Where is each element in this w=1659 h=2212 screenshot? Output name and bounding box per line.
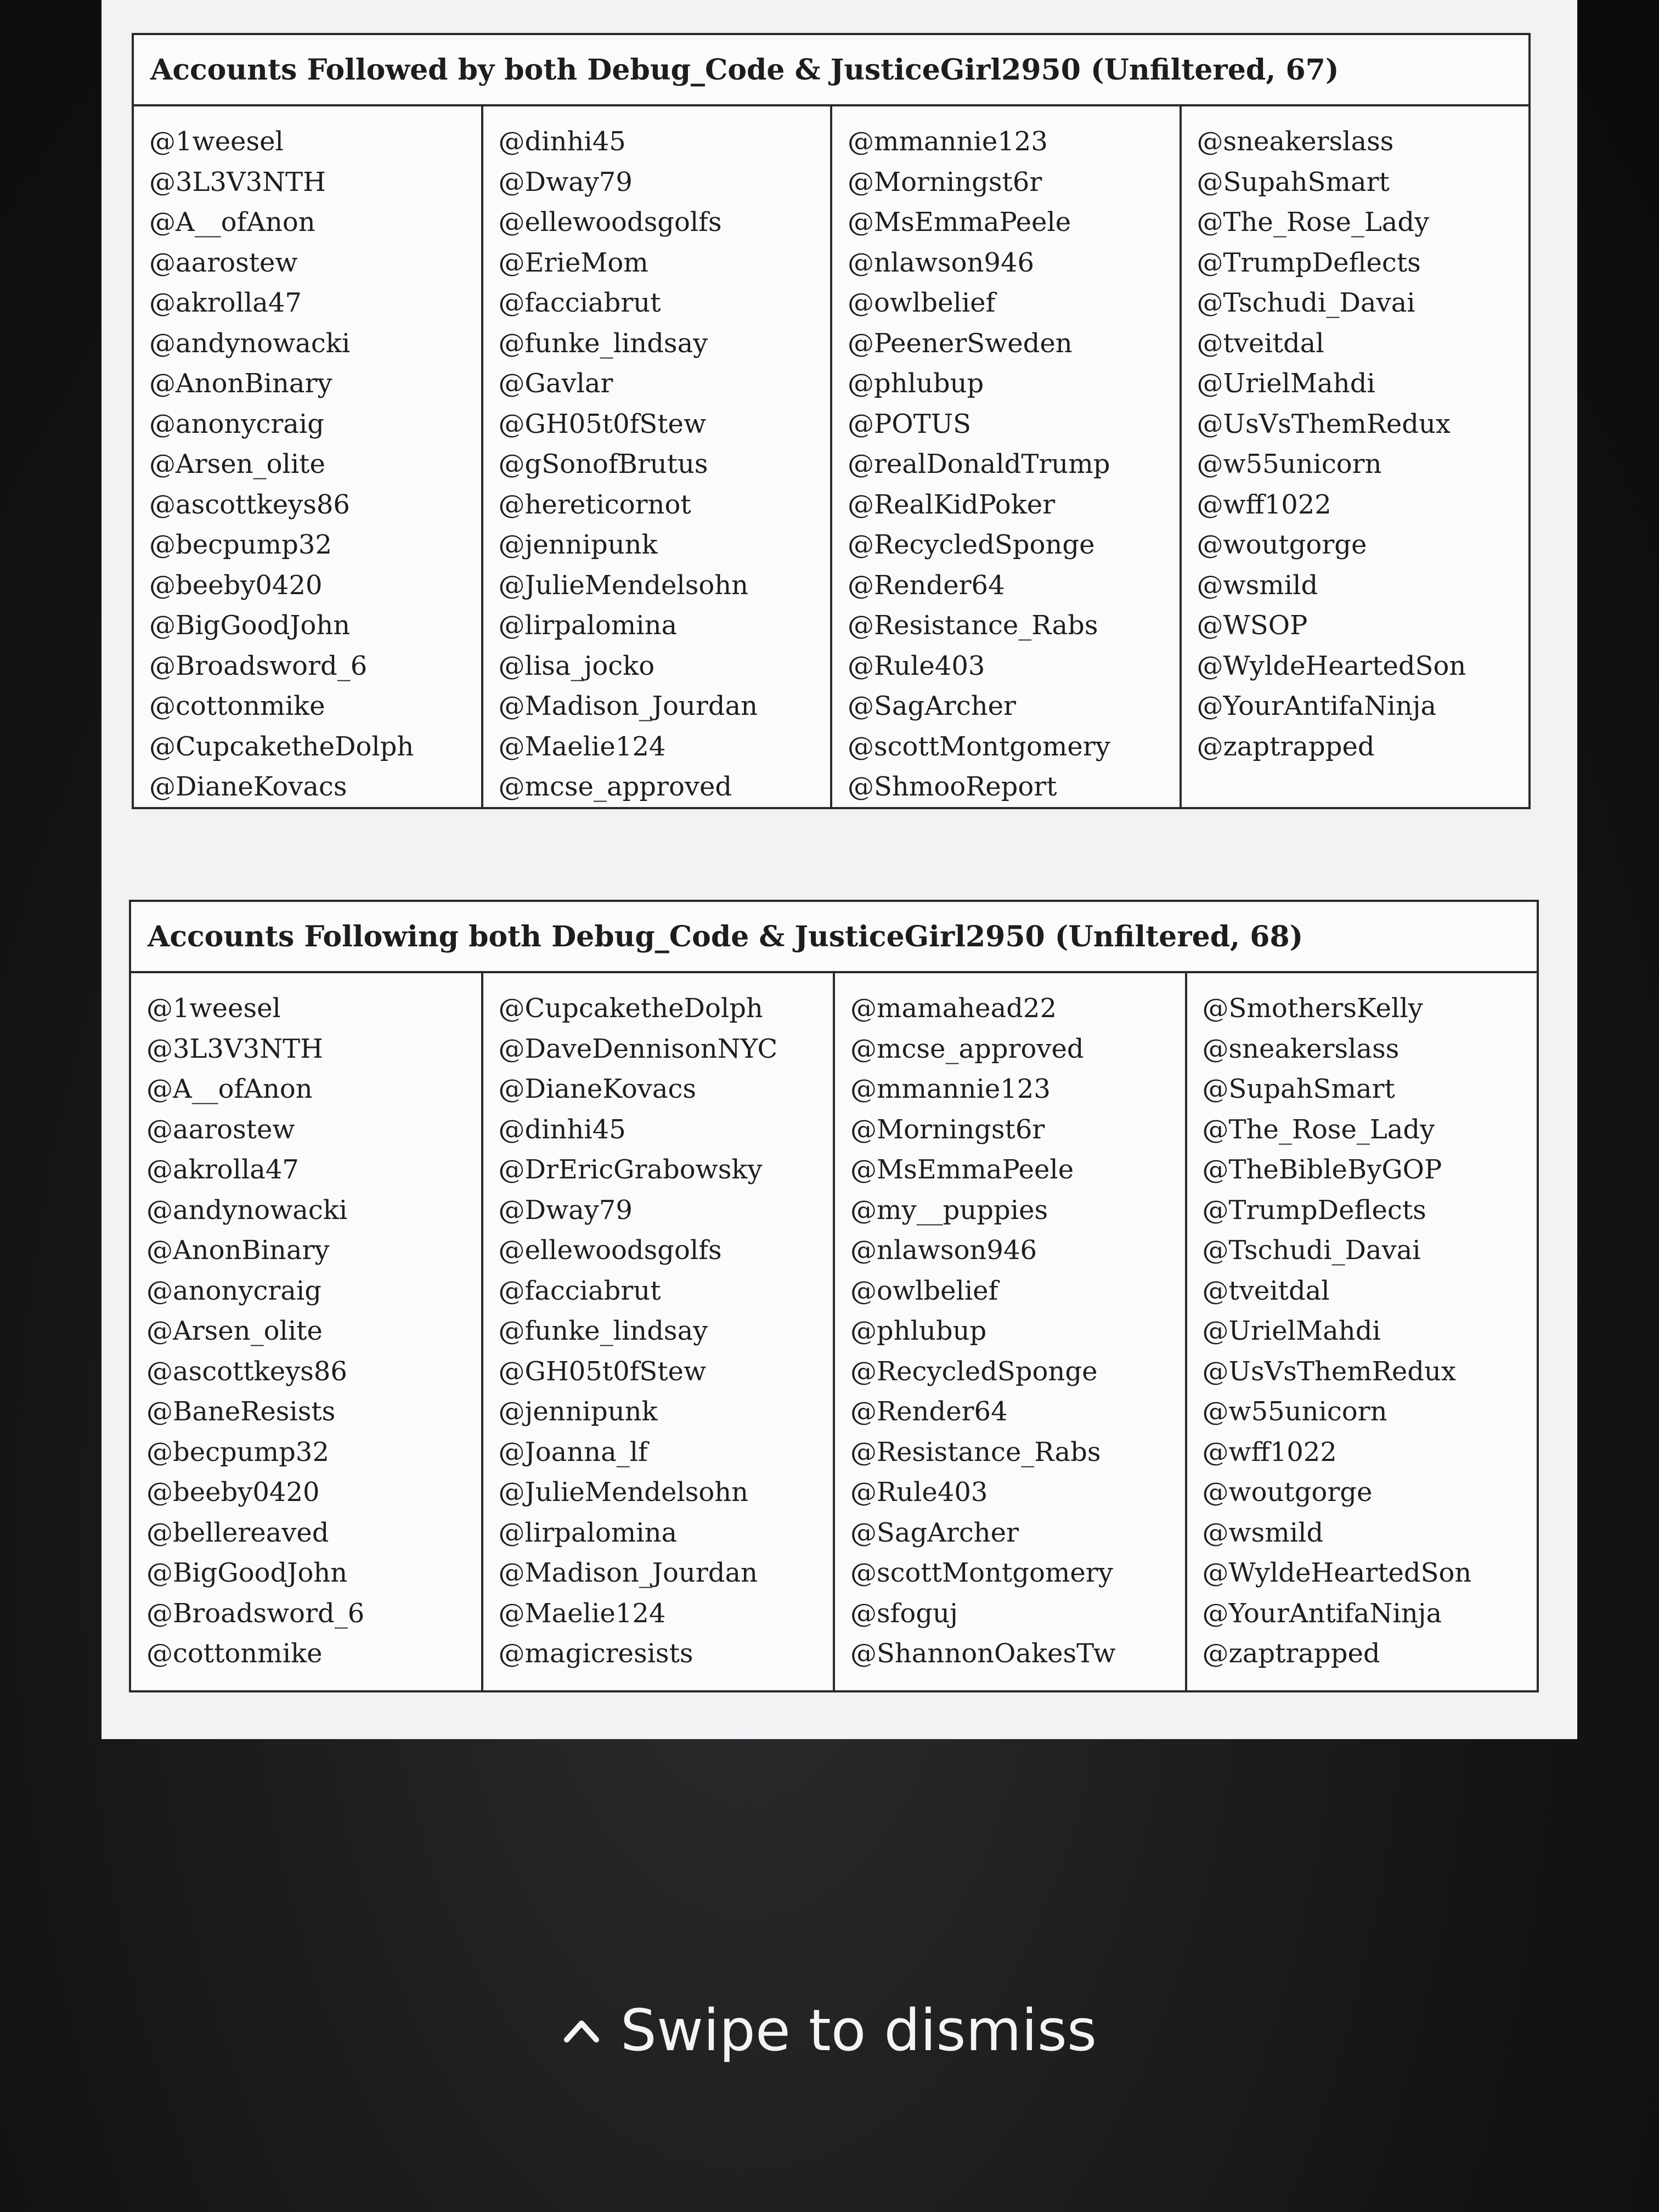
account-handle: @owlbelief <box>850 1275 998 1306</box>
account-handle: @Rule403 <box>850 1477 988 1508</box>
account-handle: @Broadsword_6 <box>149 650 368 681</box>
account-handle: @w55unicorn <box>1202 1396 1387 1427</box>
account-handle: @gSonofBrutus <box>498 449 708 479</box>
account-handle: @JulieMendelsohn <box>498 569 749 601</box>
account-handle: @wsmild <box>1197 569 1318 601</box>
account-handle: @phlubup <box>848 368 984 399</box>
account-handle: @nlawson946 <box>850 1235 1037 1266</box>
account-handle: @A__ofAnon <box>146 1074 313 1104</box>
account-handle: @sneakerslass <box>1202 1033 1400 1064</box>
account-handle: @GH05t0fStew <box>498 1356 707 1387</box>
account-handle: @nlawson946 <box>848 247 1035 278</box>
account-handle: @ErieMom <box>498 247 648 278</box>
table-column <box>131 973 483 1690</box>
account-handle: @zaptrapped <box>1202 1638 1380 1669</box>
account-handle: @1weesel <box>149 126 284 157</box>
account-handle: @DrEricGrabowsky <box>498 1154 763 1185</box>
account-handle: @CupcaketheDolph <box>149 731 414 762</box>
account-handle: @Dway79 <box>498 1194 633 1226</box>
account-handle: @CupcaketheDolph <box>498 993 763 1024</box>
account-handle: @WyldeHeartedSon <box>1197 650 1466 681</box>
account-handle: @akrolla47 <box>149 287 302 318</box>
followed-accounts-table <box>132 33 1531 809</box>
account-handle: @TrumpDeflects <box>1197 247 1421 278</box>
account-handle: @andynowacki <box>149 328 351 359</box>
account-handle: @JulieMendelsohn <box>498 1477 749 1508</box>
account-handle: @3L3V3NTH <box>146 1033 324 1064</box>
account-handle: @mmannie123 <box>850 1074 1051 1104</box>
account-handle: @1weesel <box>146 993 281 1024</box>
table-column <box>1187 973 1537 1690</box>
account-handle: @Broadsword_6 <box>146 1598 365 1629</box>
account-handle: @mamahead22 <box>850 993 1057 1024</box>
account-handle: @owlbelief <box>848 287 996 318</box>
account-handle: @TheBibleByGOP <box>1202 1154 1442 1185</box>
account-handle: @AnonBinary <box>146 1235 330 1266</box>
account-handle: @beeby0420 <box>149 569 323 601</box>
account-handle: @lirpalomina <box>498 1517 678 1548</box>
account-handle: @tveitdal <box>1202 1275 1330 1306</box>
table-columns <box>131 973 1537 1690</box>
account-handle: @UrielMahdi <box>1202 1316 1381 1346</box>
account-handle: @Arsen_olite <box>146 1316 323 1346</box>
account-handle: @BigGoodJohn <box>149 610 351 641</box>
account-handle: @Gavlar <box>498 368 613 399</box>
account-handle: @jennipunk <box>498 529 658 560</box>
account-handle: @Madison_Jourdan <box>498 691 758 721</box>
account-handle: @SagArcher <box>850 1517 1019 1548</box>
account-handle: @BaneResists <box>146 1396 336 1427</box>
account-handle: @RecycledSponge <box>850 1356 1098 1387</box>
swipe-to-dismiss[interactable] <box>0 1997 1659 2064</box>
account-handle: @akrolla47 <box>146 1154 299 1185</box>
account-handle: @MsEmmaPeele <box>850 1154 1074 1185</box>
account-handle: @MsEmmaPeele <box>848 207 1071 238</box>
account-handle: @ellewoodsgolfs <box>498 1235 722 1266</box>
account-handle: @funke_lindsay <box>498 1316 708 1346</box>
swipe-to-dismiss-label: Swipe to dismiss <box>620 1997 1097 2064</box>
account-handle: @Render64 <box>848 569 1005 601</box>
account-handle: @cottonmike <box>149 691 325 721</box>
account-handle: @3L3V3NTH <box>149 166 326 198</box>
account-handle: @Render64 <box>850 1396 1008 1427</box>
account-handle: @UsVsThemRedux <box>1197 408 1451 439</box>
account-handle: @WSOP <box>1197 610 1308 641</box>
account-handle: @mmannie123 <box>848 126 1048 157</box>
account-handle: @mcse_approved <box>850 1033 1084 1064</box>
account-handle: @dinhi45 <box>498 126 626 157</box>
account-handle: @scottMontgomery <box>848 731 1110 762</box>
account-handle: @Tschudi_Davai <box>1197 287 1415 318</box>
account-handle: @cottonmike <box>146 1638 323 1669</box>
account-handle: @facciabrut <box>498 1275 661 1306</box>
account-handle: @ellewoodsgolfs <box>498 207 722 238</box>
account-handle: @becpump32 <box>149 529 332 560</box>
account-handle: @DaveDennisonNYC <box>498 1033 778 1064</box>
account-handle: @Resistance_Rabs <box>848 610 1098 641</box>
account-handle: @facciabrut <box>498 287 661 318</box>
account-handle: @SagArcher <box>848 691 1016 721</box>
following-accounts-table <box>129 900 1539 1692</box>
account-handle: @realDonaldTrump <box>848 449 1110 479</box>
account-handle: @YourAntifaNinja <box>1202 1598 1442 1629</box>
account-handle: @my__puppies <box>850 1194 1048 1226</box>
account-handle: @POTUS <box>848 408 971 439</box>
account-handle: @wsmild <box>1202 1517 1324 1548</box>
account-handle: @UrielMahdi <box>1197 368 1375 399</box>
table-column <box>832 106 1182 807</box>
account-handle: @PeenerSweden <box>848 328 1073 359</box>
account-handle: @Rule403 <box>848 650 985 681</box>
account-handle: @aarostew <box>149 247 298 278</box>
account-handle: @A__ofAnon <box>149 207 315 238</box>
account-handle: @UsVsThemRedux <box>1202 1356 1456 1387</box>
account-handle: @DianeKovacs <box>498 1074 696 1104</box>
account-handle: @w55unicorn <box>1197 449 1382 479</box>
account-handle: @ShannonOakesTw <box>850 1638 1116 1669</box>
account-handle: @TrumpDeflects <box>1202 1194 1426 1226</box>
account-handle: @wff1022 <box>1202 1436 1337 1468</box>
account-handle: @aarostew <box>146 1114 295 1145</box>
account-handle: @phlubup <box>850 1316 987 1346</box>
chevron-up-icon <box>562 2011 601 2050</box>
account-handle: @ShmooReport <box>848 771 1057 802</box>
account-handle: @becpump32 <box>146 1436 329 1468</box>
account-handle: @mcse_approved <box>498 771 732 802</box>
table-column <box>483 973 836 1690</box>
account-handle: @Morningst6r <box>850 1114 1045 1145</box>
account-handle: @SmothersKelly <box>1202 993 1423 1024</box>
account-handle: @SupahSmart <box>1197 166 1390 198</box>
account-handle: @scottMontgomery <box>850 1558 1113 1588</box>
account-handle: @wff1022 <box>1197 489 1331 520</box>
account-handle: @Madison_Jourdan <box>498 1558 758 1588</box>
account-handle: @Resistance_Rabs <box>850 1436 1101 1468</box>
table-column <box>134 106 483 807</box>
account-handle: @woutgorge <box>1197 529 1367 560</box>
account-handle: @magicresists <box>498 1638 693 1669</box>
account-handle: @Dway79 <box>498 166 633 198</box>
account-handle: @Joanna_lf <box>498 1436 648 1468</box>
account-handle: @sneakerslass <box>1197 126 1394 157</box>
table-column <box>483 106 833 807</box>
account-handle: @Morningst6r <box>848 166 1042 198</box>
account-handle: @RealKidPoker <box>848 489 1056 520</box>
account-handle: @The_Rose_Lady <box>1202 1114 1435 1145</box>
account-handle: @Tschudi_Davai <box>1202 1235 1421 1266</box>
table-columns <box>134 106 1528 807</box>
table-title: Accounts Following both Debug_Code & JusticeGirl2950 (Unfiltered, 68) <box>131 902 1537 973</box>
account-handle: @Maelie124 <box>498 1598 666 1629</box>
account-handle: @The_Rose_Lady <box>1197 207 1430 238</box>
account-handle: @bellereaved <box>146 1517 329 1548</box>
account-handle: @BigGoodJohn <box>146 1558 348 1588</box>
account-handle: @WyldeHeartedSon <box>1202 1558 1472 1588</box>
account-handle: @lisa_jocko <box>498 650 655 681</box>
account-handle: @Maelie124 <box>498 731 666 762</box>
account-handle: @anonycraig <box>146 1275 321 1306</box>
account-handle: @ascottkeys86 <box>149 489 350 520</box>
account-handle: @AnonBinary <box>149 368 332 399</box>
account-handle: @GH05t0fStew <box>498 408 707 439</box>
account-handle: @hereticornot <box>498 489 691 520</box>
account-handle: @jennipunk <box>498 1396 658 1427</box>
account-handle: @lirpalomina <box>498 610 678 641</box>
account-handle: @YourAntifaNinja <box>1197 691 1437 721</box>
account-handle: @anonycraig <box>149 408 324 439</box>
account-handle: @woutgorge <box>1202 1477 1373 1508</box>
account-handle: @sfoguj <box>850 1598 958 1629</box>
account-handle: @ascottkeys86 <box>146 1356 347 1387</box>
table-title: Accounts Followed by both Debug_Code & JusticeGirl2950 (Unfiltered, 67) <box>134 35 1528 106</box>
table-column <box>1182 106 1529 807</box>
account-handle: @DianeKovacs <box>149 771 347 802</box>
account-handle: @RecycledSponge <box>848 529 1095 560</box>
account-handle: @funke_lindsay <box>498 328 708 359</box>
image-viewer <box>101 0 1577 1739</box>
account-handle: @beeby0420 <box>146 1477 320 1508</box>
account-handle: @Arsen_olite <box>149 449 325 479</box>
account-handle: @zaptrapped <box>1197 731 1375 762</box>
account-handle: @andynowacki <box>146 1194 348 1226</box>
account-handle: @SupahSmart <box>1202 1074 1395 1104</box>
account-handle: @tveitdal <box>1197 328 1324 359</box>
table-column <box>835 973 1187 1690</box>
account-handle: @dinhi45 <box>498 1114 626 1145</box>
